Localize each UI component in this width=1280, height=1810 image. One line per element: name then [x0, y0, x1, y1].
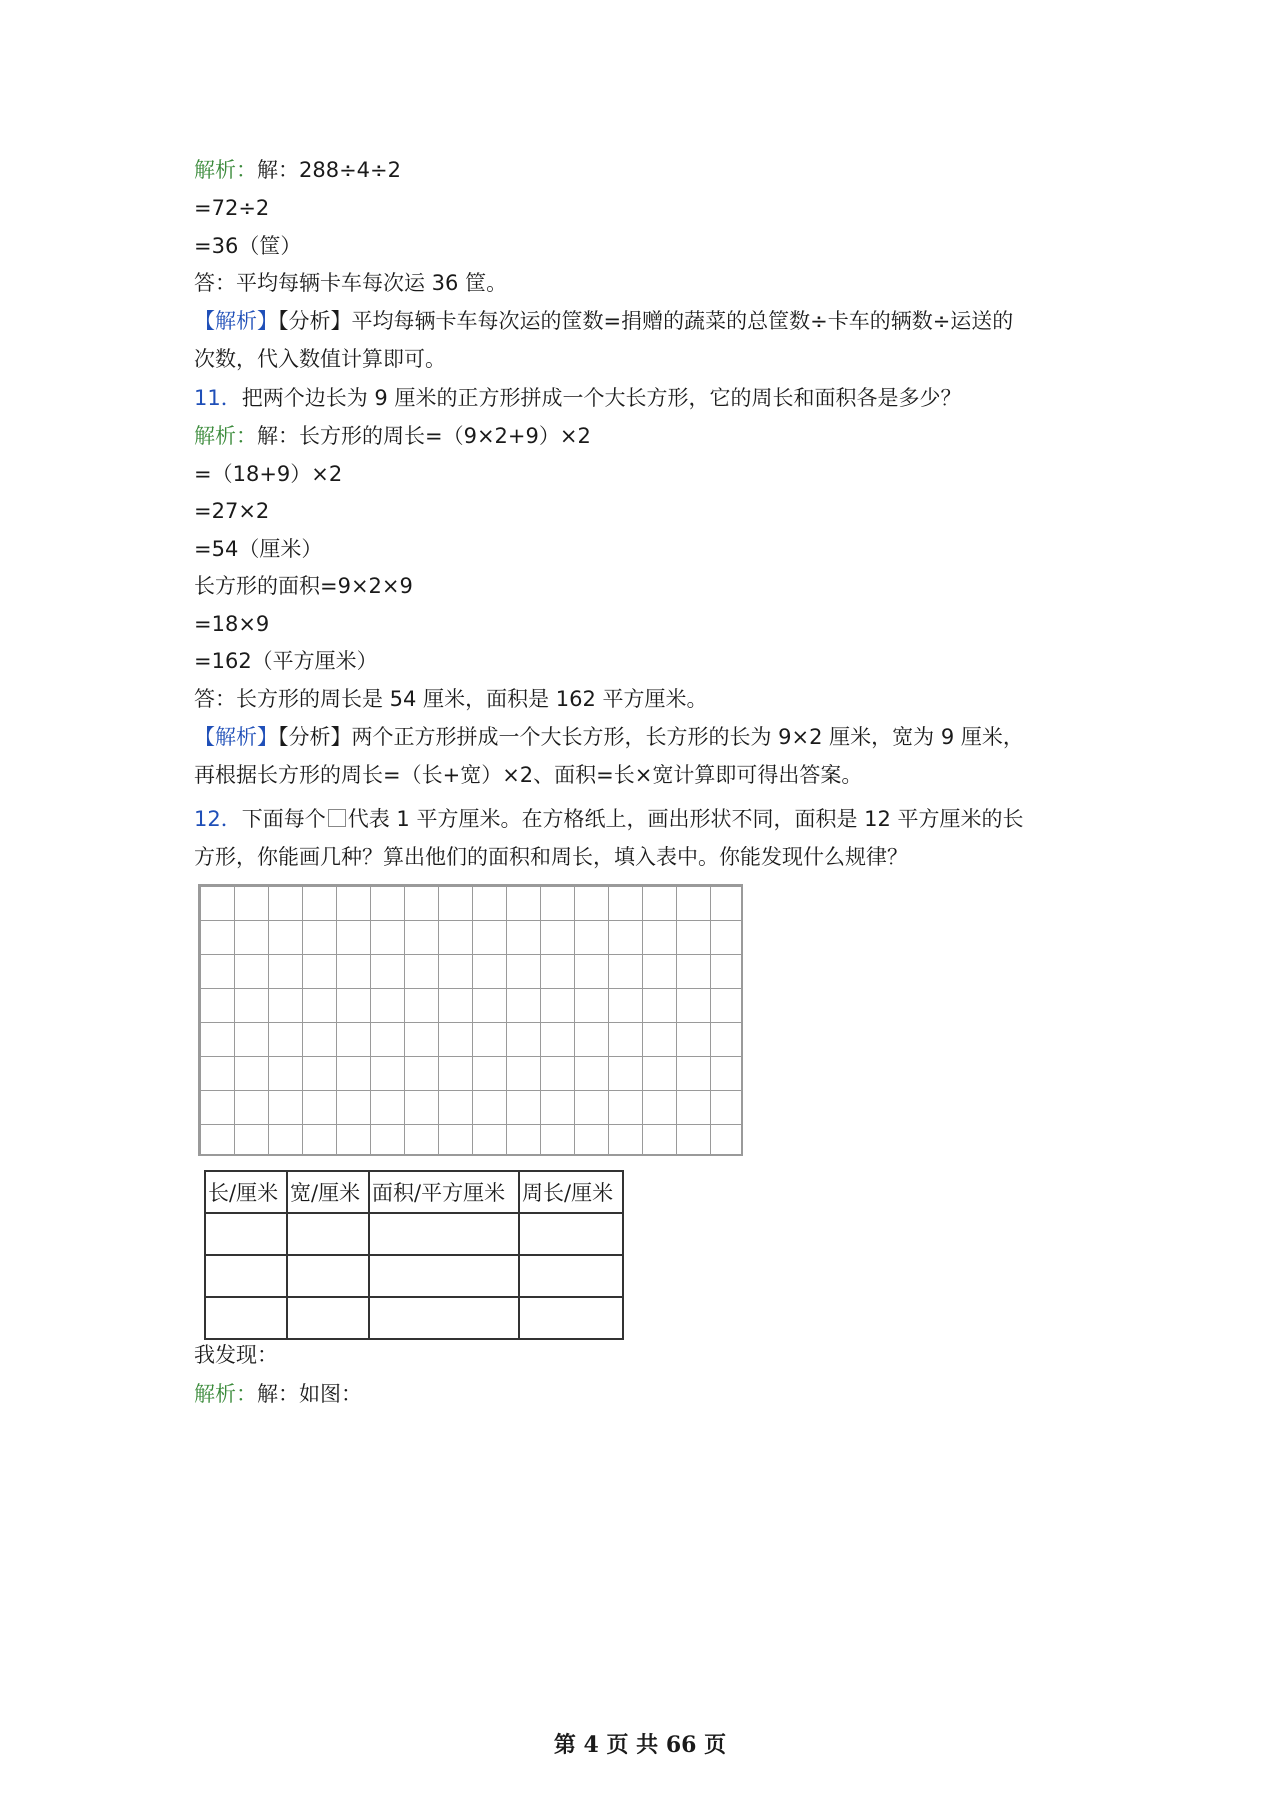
solution-text: 解：长方形的周长=（9×2+9）×2: [257, 424, 591, 448]
table-cell[interactable]: [519, 1213, 623, 1255]
question-number: 12．: [194, 807, 242, 831]
col-header: 宽/厘米: [287, 1171, 369, 1213]
table-cell[interactable]: [369, 1297, 519, 1339]
solution-line: =54（厘米）: [194, 537, 323, 561]
jiexi-tag: 【解析】: [194, 309, 278, 333]
answer-line: 答：长方形的周长是 54 厘米，面积是 162 平方厘米。: [194, 687, 708, 711]
table-cell[interactable]: [287, 1297, 369, 1339]
question-11: [194, 384, 961, 412]
answer-line: 答：平均每辆卡车每次运 36 筐。: [194, 271, 508, 295]
table-cell[interactable]: [205, 1297, 287, 1339]
table-cell[interactable]: [369, 1213, 519, 1255]
explanation-line: [194, 723, 1024, 751]
col-header: 周长/厘米: [519, 1171, 623, 1213]
table-row: [205, 1255, 623, 1297]
solution-line: =27×2: [194, 499, 270, 523]
explanation-line: 次数，代入数值计算即可。: [194, 347, 446, 371]
jiexi-tag: 【解析】: [194, 725, 278, 749]
solution-line: =18×9: [194, 612, 270, 636]
page-footer: 第 4 页 共 66 页: [553, 1732, 727, 1758]
solution-line: =36（筐）: [194, 234, 302, 258]
explanation-line: [194, 307, 1013, 335]
solution-line: =162（平方厘米）: [194, 649, 378, 673]
analysis-line: [194, 422, 591, 450]
table-row: [205, 1213, 623, 1255]
solution-text: 解：如图：: [257, 1382, 362, 1406]
table-cell[interactable]: [287, 1213, 369, 1255]
question-12: [194, 805, 1024, 833]
table-cell[interactable]: [519, 1297, 623, 1339]
question-text: 把两个边长为 9 厘米的正方形拼成一个大长方形，它的周长和面积各是多少？: [241, 386, 962, 410]
analysis-line: [194, 156, 401, 184]
table-cell[interactable]: [205, 1213, 287, 1255]
table-cell[interactable]: [519, 1255, 623, 1297]
square-grid-paper: [198, 884, 743, 1156]
table-cell[interactable]: [369, 1255, 519, 1297]
discovery-line: 我发现：: [194, 1343, 278, 1367]
table-cell[interactable]: [287, 1255, 369, 1297]
unit-square-icon: [328, 809, 346, 827]
question-number: 11．: [194, 386, 242, 410]
answer-table: [204, 1170, 624, 1340]
analysis-label: 解析：: [194, 1382, 257, 1406]
solution-line: 长方形的面积=9×2×9: [194, 574, 413, 598]
analysis-label: 解析：: [194, 424, 257, 448]
table-header-row: [205, 1171, 623, 1213]
explanation-text: 【分析】两个正方形拼成一个大长方形，长方形的长为 9×2 厘米，宽为 9 厘米，: [278, 725, 1024, 749]
table-row: [205, 1297, 623, 1339]
table-cell[interactable]: [205, 1255, 287, 1297]
col-header: 面积/平方厘米: [369, 1171, 519, 1213]
question-text: 代表 1 平方厘米。在方格纸上，画出形状不同，面积是 12 平方厘米的长: [347, 807, 1024, 831]
col-header: 长/厘米: [205, 1171, 287, 1213]
question-12-cont: 方形，你能画几种？算出他们的面积和周长，填入表中。你能发现什么规律？: [194, 845, 908, 869]
solution-line: =（18+9）×2: [194, 462, 343, 486]
question-text: 下面每个: [241, 807, 326, 831]
solution-text: 解：288÷4÷2: [257, 158, 401, 182]
solution-line: =72÷2: [194, 196, 270, 220]
analysis-label: 解析：: [194, 158, 257, 182]
explanation-line: 再根据长方形的周长=（长+宽）×2、面积=长×宽计算即可得出答案。: [194, 763, 863, 787]
analysis-line: [194, 1380, 362, 1408]
explanation-text: 【分析】平均每辆卡车每次运的筐数=捐赠的蔬菜的总筐数÷卡车的辆数÷运送的: [278, 309, 1014, 333]
